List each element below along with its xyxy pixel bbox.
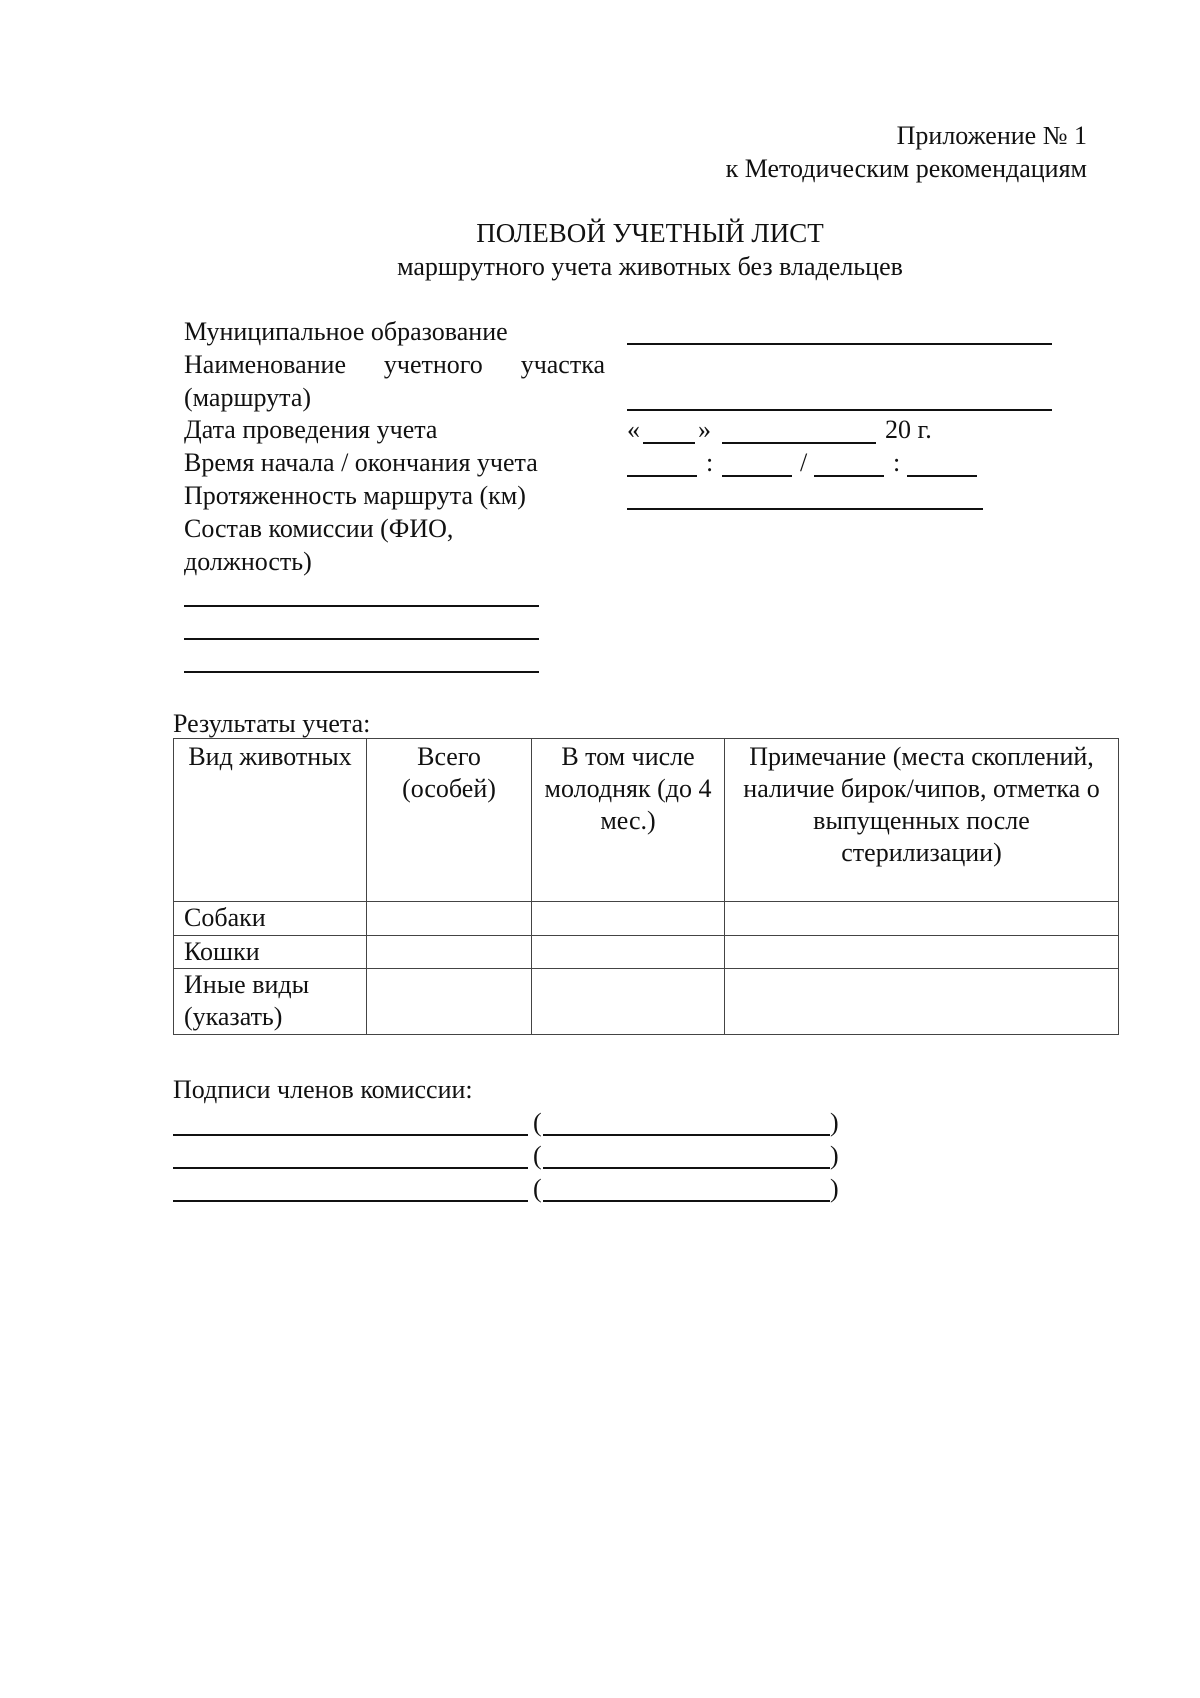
plot-name-word-2: учетного — [383, 350, 483, 379]
table-row — [174, 936, 1119, 969]
paren-open: ( — [533, 1141, 542, 1170]
cell-dogs-notes[interactable] — [725, 902, 1119, 936]
time-sep-3: : — [893, 448, 901, 477]
route-length-field[interactable] — [627, 508, 983, 510]
paren-open: ( — [533, 1174, 542, 1203]
plot-name-label-cont: (маршрута) — [184, 383, 312, 412]
date-day-field[interactable] — [643, 442, 695, 444]
time-start-minutes-field[interactable] — [722, 475, 792, 477]
document-title: ПОЛЕВОЙ УЧЕТНЫЙ ЛИСТ — [476, 218, 824, 248]
time-end-hours-field[interactable] — [814, 475, 884, 477]
table-row — [174, 969, 1119, 1035]
signature-name-field-2[interactable] — [543, 1167, 830, 1169]
plot-name-word-1: Наименование — [184, 350, 346, 379]
cell-other-young[interactable] — [532, 969, 725, 1035]
time-sep-2: / — [800, 448, 808, 477]
commission-member-field-3[interactable] — [184, 671, 539, 673]
date-month-field[interactable] — [722, 442, 876, 444]
municipality-label: Муниципальное образование — [184, 317, 508, 346]
paren-close: ) — [830, 1141, 839, 1170]
cell-cats-notes[interactable] — [725, 936, 1119, 969]
time-start-hours-field[interactable] — [627, 475, 697, 477]
time-end-minutes-field[interactable] — [907, 475, 977, 477]
date-open-quote: « — [627, 415, 640, 444]
cell-other-total[interactable] — [367, 969, 532, 1035]
table-row — [174, 902, 1119, 936]
header-notes: Примечание (места скоплений, наличие бирок/чипов, отметка о выпущенных после стерилизации) — [725, 739, 1119, 902]
signatures-label: Подписи членов комиссии: — [173, 1075, 473, 1104]
commission-member-field-1[interactable] — [184, 605, 539, 607]
appendix-header — [726, 120, 1087, 186]
paren-close: ) — [830, 1108, 839, 1137]
results-label: Результаты учета: — [173, 709, 371, 738]
time-sep-1: : — [706, 448, 714, 477]
signature-field-1[interactable] — [173, 1134, 528, 1136]
header-animal-type: Вид животных — [174, 739, 367, 902]
results-table — [173, 738, 1119, 1035]
time-label: Время начала / окончания учета — [184, 448, 538, 477]
appendix-reference: к Методическим рекомендациям — [725, 154, 1087, 183]
header-young: В том числе молодняк (до 4 мес.) — [532, 739, 725, 902]
appendix-number: Приложение № 1 — [896, 121, 1087, 150]
cell-dogs-total[interactable] — [367, 902, 532, 936]
plot-name-field[interactable] — [627, 409, 1052, 411]
route-length-label: Протяженность маршрута (км) — [184, 481, 526, 510]
commission-label-cont: должность) — [184, 547, 312, 576]
cell-cats-young[interactable] — [532, 936, 725, 969]
plot-name-word-3: участка — [520, 350, 605, 379]
signature-field-3[interactable] — [173, 1200, 528, 1202]
commission-label: Состав комиссии (ФИО, — [184, 514, 454, 543]
date-label: Дата проведения учета — [184, 415, 438, 444]
signature-name-field-1[interactable] — [543, 1134, 830, 1136]
document-subtitle: маршрутного учета животных без владельцев — [397, 252, 903, 281]
commission-member-field-2[interactable] — [184, 638, 539, 640]
row-label-cats: Кошки — [174, 936, 367, 969]
signature-name-field-3[interactable] — [543, 1200, 830, 1202]
plot-name-label — [184, 349, 605, 381]
paren-close: ) — [830, 1174, 839, 1203]
table-header-row — [174, 739, 1119, 902]
row-label-other: Иные виды (указать) — [174, 969, 367, 1035]
date-year: 20 г. — [885, 415, 932, 444]
row-label-dogs: Собаки — [174, 902, 367, 936]
cell-cats-total[interactable] — [367, 936, 532, 969]
header-total: Всего (особей) — [367, 739, 532, 902]
signature-field-2[interactable] — [173, 1167, 528, 1169]
date-close-quote: » — [698, 415, 711, 444]
cell-dogs-young[interactable] — [532, 902, 725, 936]
cell-other-notes[interactable] — [725, 969, 1119, 1035]
paren-open: ( — [533, 1108, 542, 1137]
municipality-field[interactable] — [627, 343, 1052, 345]
